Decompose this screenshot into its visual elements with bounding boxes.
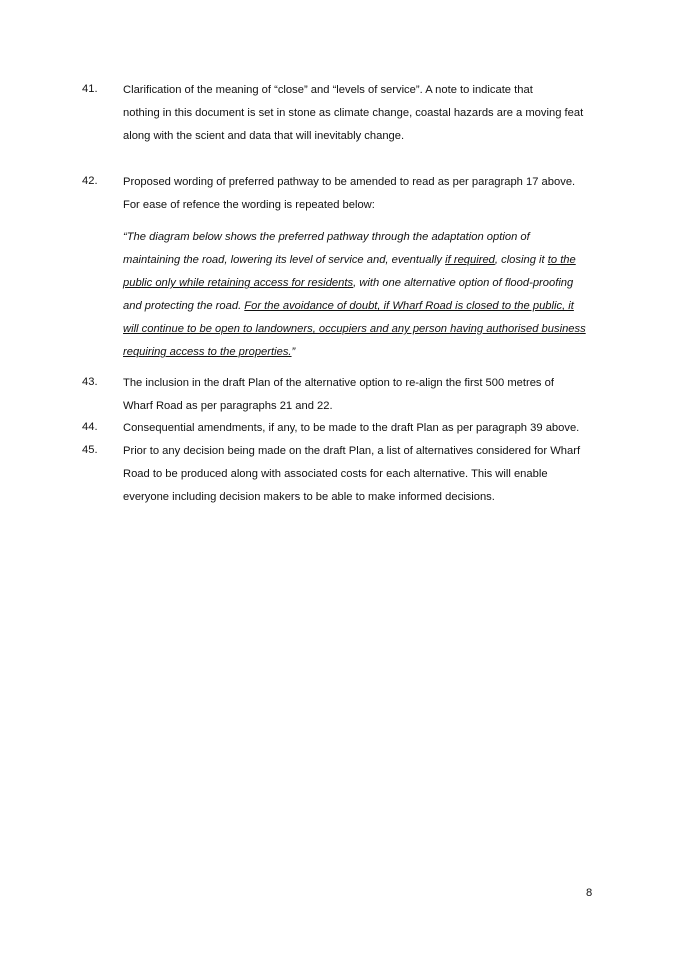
paragraph-number: 44. — [82, 421, 98, 433]
underlined-text: For the avoidance of doubt, if Wharf Road is closed to the public, it — [244, 300, 574, 312]
paragraph-line: Prior to any decision being made on the draft Plan, a list of alternatives considered for Wharf — [123, 445, 581, 457]
paragraph-number: 43. — [82, 376, 98, 388]
paragraph-line: The inclusion in the draft Plan of the alternative option to re-align the first 500 metres of — [123, 377, 554, 389]
quote-line: public only while retaining access for residents, with one alternative option of flood-proofing — [123, 277, 574, 289]
quote-line: requiring access to the properties.” — [123, 346, 296, 358]
underlined-text: to the — [547, 254, 576, 266]
paragraph-line: Wharf Road as per paragraphs 21 and 22. — [123, 400, 333, 412]
paragraph-line: nothing in this document is set in stone as climate change, coastal hazards are a moving feat — [123, 107, 584, 119]
paragraph-number: 45. — [82, 444, 98, 456]
paragraph-line: For ease of refence the wording is repeated below: — [123, 199, 375, 211]
underlined-text: requiring access to the properties. — [123, 346, 292, 358]
paragraph-number: 42. — [82, 175, 98, 187]
paragraph-line: Road to be produced along with associated costs for each alternative. This will enable — [123, 468, 548, 480]
underlined-text: if required — [445, 254, 495, 266]
paragraph-line: everyone including decision makers to be able to make informed decisions. — [123, 491, 495, 503]
paragraph-number: 41. — [82, 83, 98, 95]
paragraph-line: Clarification of the meaning of “close” and “levels of service”. A note to indicate that — [123, 84, 533, 96]
quote-line: and protecting the road. For the avoidance of doubt, if Wharf Road is closed to the public, it — [123, 300, 574, 312]
paragraph-line: Consequential amendments, if any, to be made to the draft Plan as per paragraph 39 above. — [123, 422, 580, 434]
paragraph-line: along with the scient and data that will inevitably change. — [123, 130, 405, 142]
quote-line: “The diagram below shows the preferred pathway through the adaptation option of — [123, 231, 530, 243]
underlined-text: public only while retaining access for residents — [123, 277, 354, 289]
paragraph-line: Proposed wording of preferred pathway to be amended to read as per paragraph 17 above. — [123, 176, 576, 188]
underlined-text: will continue to be open to landowners, occupiers and any person having authorised business — [123, 323, 586, 335]
quote-line: maintaining the road, lowering its level of service and, eventually if required, closing it to the — [123, 254, 576, 266]
page-number: 8 — [586, 887, 593, 899]
quote-line — [123, 322, 586, 336]
